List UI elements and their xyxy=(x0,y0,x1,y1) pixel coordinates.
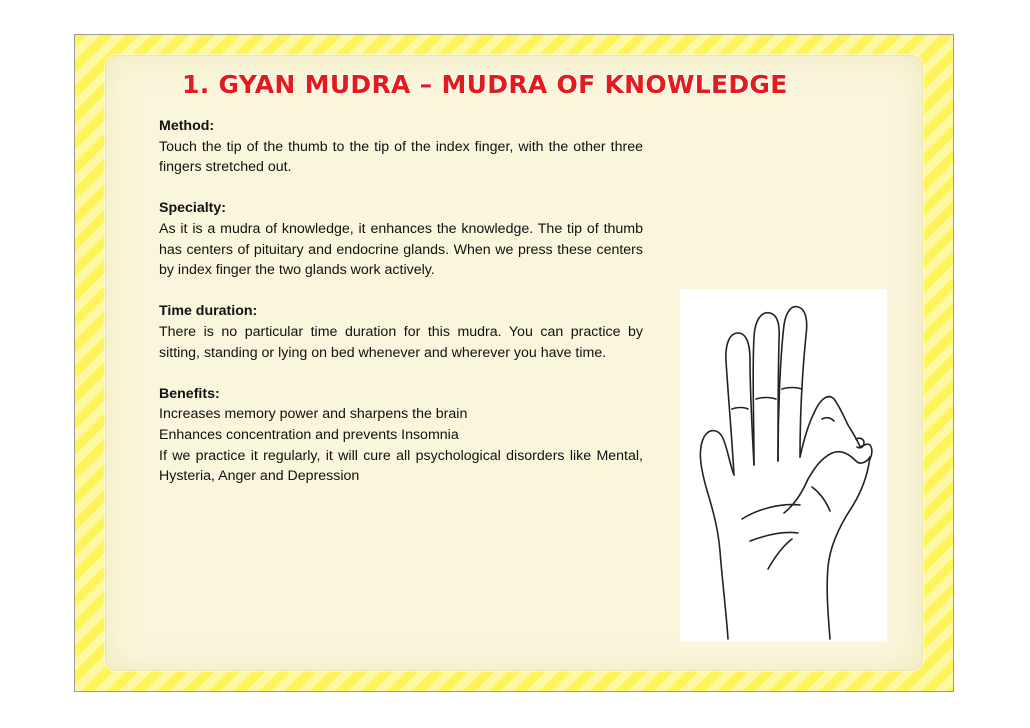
content-text xyxy=(159,116,643,507)
time-duration-heading: Time duration: xyxy=(159,303,258,320)
specialty-text: As it is a mudra of knowledge, it enhances the knowledge. The tip of thumb has centers of pituitary and endocrine glands. When we press these centers by index finger the two glands work actively. xyxy=(159,220,643,279)
method-section xyxy=(159,116,643,178)
benefits-heading: Benefits: xyxy=(159,385,220,402)
benefits-section xyxy=(159,384,643,487)
specialty-section xyxy=(159,198,643,280)
gyan-mudra-hand-icon xyxy=(680,289,887,642)
specialty-heading: Specialty: xyxy=(159,200,227,217)
benefit-item: Enhances concentration and prevents Insomnia xyxy=(159,426,459,443)
time-duration-section xyxy=(159,301,643,363)
benefit-item: Increases memory power and sharpens the brain xyxy=(159,406,468,423)
method-heading: Method: xyxy=(159,118,215,134)
page-title: 1. GYAN MUDRA – MUDRA OF KNOWLEDGE xyxy=(182,70,788,99)
method-text: Touch the tip of the thumb to the tip of the index finger, with the other three fingers stretched out. xyxy=(159,138,643,176)
benefit-item: If we practice it regularly, it will cure all psychological disorders like Mental, Hysteria, Anger and Depression xyxy=(159,447,643,485)
hand-illustration xyxy=(680,289,887,642)
time-duration-text: There is no particular time duration for this mudra. You can practice by sitting, standing or lying on bed whenever and wherever you have time. xyxy=(159,323,643,361)
